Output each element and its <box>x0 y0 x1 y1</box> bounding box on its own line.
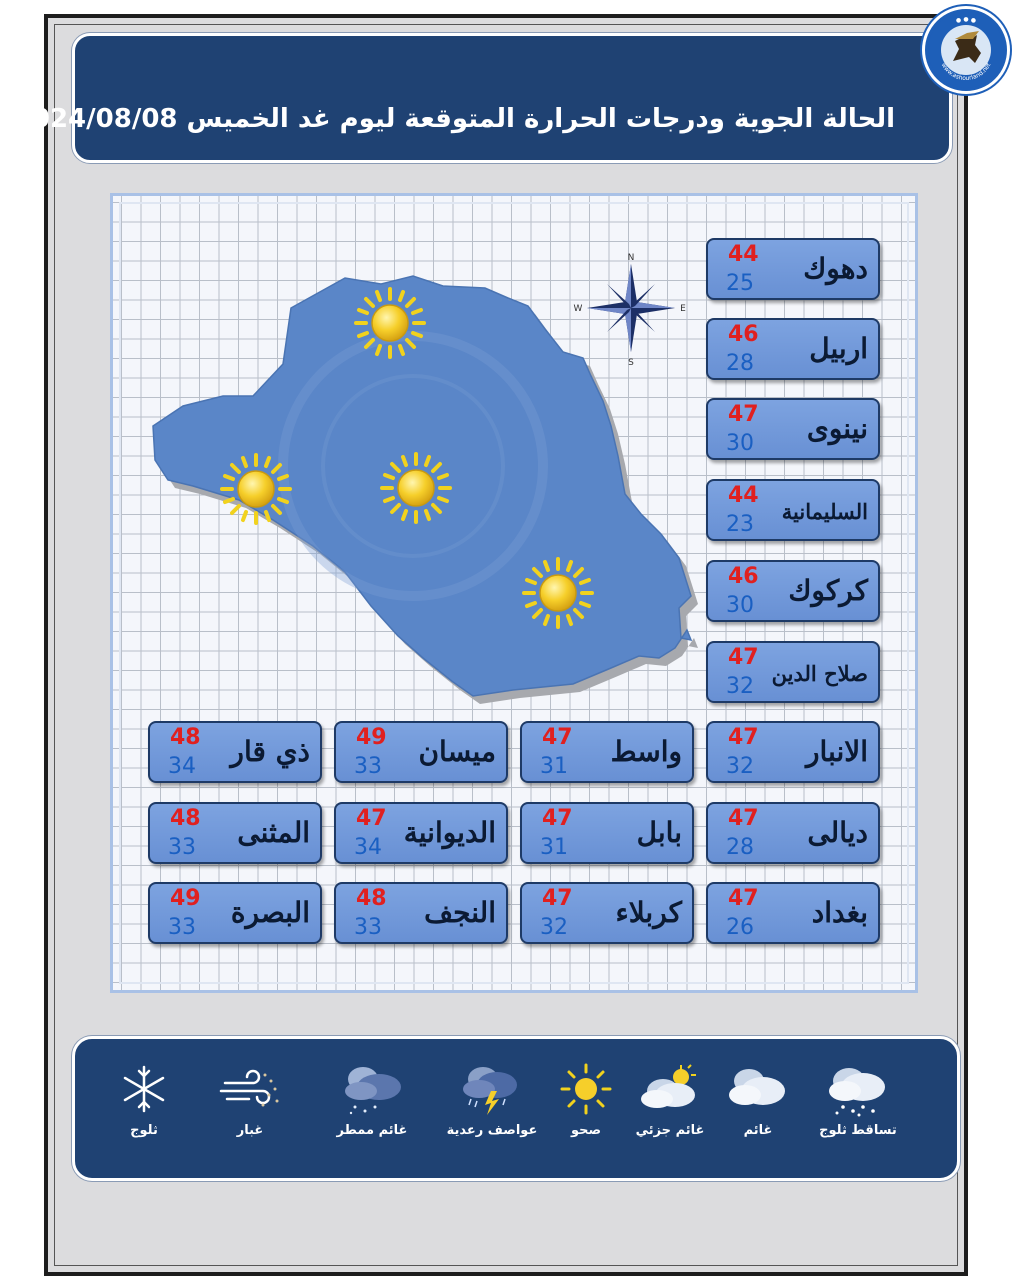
city-name: كركوك <box>788 574 868 607</box>
legend-label: غبار <box>236 1123 264 1138</box>
sun-icon <box>356 289 424 357</box>
city-card <box>334 721 508 783</box>
legend-item-snowfall <box>803 1061 913 1138</box>
min-temp: 33 <box>168 915 196 940</box>
min-temp: 28 <box>726 351 754 376</box>
max-temp: 44 <box>728 242 759 267</box>
city-name: النجف <box>424 896 496 929</box>
min-temp: 30 <box>726 431 754 456</box>
legend-label: ثلوج <box>130 1123 158 1138</box>
min-temp: 23 <box>726 512 754 537</box>
min-temp: 31 <box>540 835 568 860</box>
legend-label: غائم جزئي <box>635 1123 705 1138</box>
max-temp: 44 <box>728 483 759 508</box>
city-card <box>148 721 322 783</box>
max-temp: 47 <box>542 725 573 750</box>
title-banner <box>13 33 952 163</box>
city-name: المثنى <box>237 816 310 849</box>
snowflake-icon <box>116 1061 172 1117</box>
city-card <box>520 802 694 864</box>
max-temp: 47 <box>728 806 759 831</box>
city-card <box>706 641 880 703</box>
min-temp: 31 <box>540 754 568 779</box>
min-temp: 32 <box>726 674 754 699</box>
city-card <box>520 882 694 944</box>
max-temp: 47 <box>728 725 759 750</box>
max-temp: 47 <box>728 645 759 670</box>
max-temp: 48 <box>356 886 387 911</box>
city-card <box>706 882 880 944</box>
min-temp: 25 <box>726 271 754 296</box>
horse-emblem-logo <box>922 6 1010 94</box>
max-temp: 47 <box>542 806 573 831</box>
max-temp: 47 <box>542 886 573 911</box>
max-temp: 47 <box>728 402 759 427</box>
min-temp: 32 <box>540 915 568 940</box>
min-temp: 26 <box>726 915 754 940</box>
city-name: ذي قار <box>230 735 310 768</box>
city-name: البصرة <box>230 896 310 929</box>
city-name: واسط <box>610 735 682 768</box>
city-name: بابل <box>636 816 682 849</box>
city-name: الديوانية <box>403 816 496 849</box>
legend-label: تساقط ثلوج <box>819 1123 897 1138</box>
partly-cloudy-icon <box>635 1061 705 1117</box>
sun-icon <box>382 454 450 522</box>
city-name: بغداد <box>811 896 868 929</box>
min-temp: 34 <box>168 754 196 779</box>
max-temp: 46 <box>728 322 759 347</box>
legend-item-sunny <box>531 1061 641 1138</box>
city-name: صلاح الدين <box>771 661 868 686</box>
max-temp: 48 <box>170 806 201 831</box>
min-temp: 30 <box>726 593 754 618</box>
weather-legend <box>72 1036 960 1181</box>
max-temp: 46 <box>728 564 759 589</box>
max-temp: 48 <box>170 725 201 750</box>
city-name: ميسان <box>418 735 496 768</box>
compass-e: E <box>680 304 686 314</box>
dust-wind-icon <box>215 1061 285 1117</box>
sun-icon <box>222 455 290 523</box>
min-temp: 33 <box>168 835 196 860</box>
max-temp: 49 <box>356 725 387 750</box>
city-card <box>148 882 322 944</box>
legend-item-rain-cloud <box>317 1061 427 1138</box>
city-card <box>520 721 694 783</box>
city-card <box>706 318 880 380</box>
legend-label: غائم <box>743 1123 773 1138</box>
legend-item-snow <box>89 1061 199 1138</box>
max-temp: 47 <box>356 806 387 831</box>
legend-label: عواصف رعدية <box>446 1123 538 1138</box>
city-name: الانبار <box>805 735 868 768</box>
sunny-icon <box>558 1061 614 1117</box>
rain-cloud-icon <box>337 1061 407 1117</box>
compass-rose-icon <box>574 253 687 368</box>
compass-w: W <box>573 304 583 314</box>
city-name: دهوك <box>803 252 868 285</box>
city-card <box>334 882 508 944</box>
city-name: السليمانية <box>781 499 868 524</box>
compass-n: N <box>627 253 635 263</box>
thunderstorm-icon <box>457 1061 527 1117</box>
min-temp: 33 <box>354 754 382 779</box>
min-temp: 28 <box>726 835 754 860</box>
min-temp: 32 <box>726 754 754 779</box>
city-name: نينوى <box>806 412 868 445</box>
legend-label: صحو <box>570 1123 602 1138</box>
city-card <box>148 802 322 864</box>
city-card <box>706 238 880 300</box>
min-temp: 33 <box>354 915 382 940</box>
min-temp: 34 <box>354 835 382 860</box>
city-card <box>706 479 880 541</box>
sun-icon <box>524 559 592 627</box>
max-temp: 49 <box>170 886 201 911</box>
compass-s: S <box>628 358 634 368</box>
city-name: ديالى <box>807 816 868 849</box>
cloudy-icon <box>723 1061 793 1117</box>
page-title: الحالة الجوية ودرجات الحرارة المتوقعة ليوم غد الخميس 2024/08/08 <box>13 104 895 134</box>
city-card <box>706 802 880 864</box>
snowfall-cloud-icon <box>823 1061 893 1117</box>
city-name: اربيل <box>809 332 868 365</box>
city-card <box>706 560 880 622</box>
legend-item-thunderstorm <box>437 1061 547 1138</box>
city-card <box>706 398 880 460</box>
legend-item-dust <box>195 1061 305 1138</box>
city-name: كربلاء <box>615 896 682 929</box>
city-card <box>334 802 508 864</box>
svg-text:● ● ●: ● ● ● <box>955 16 977 25</box>
max-temp: 47 <box>728 886 759 911</box>
city-card <box>706 721 880 783</box>
logo-url-text: www.ashourland.net <box>939 61 993 83</box>
legend-label: غائم ممطر <box>336 1123 408 1138</box>
